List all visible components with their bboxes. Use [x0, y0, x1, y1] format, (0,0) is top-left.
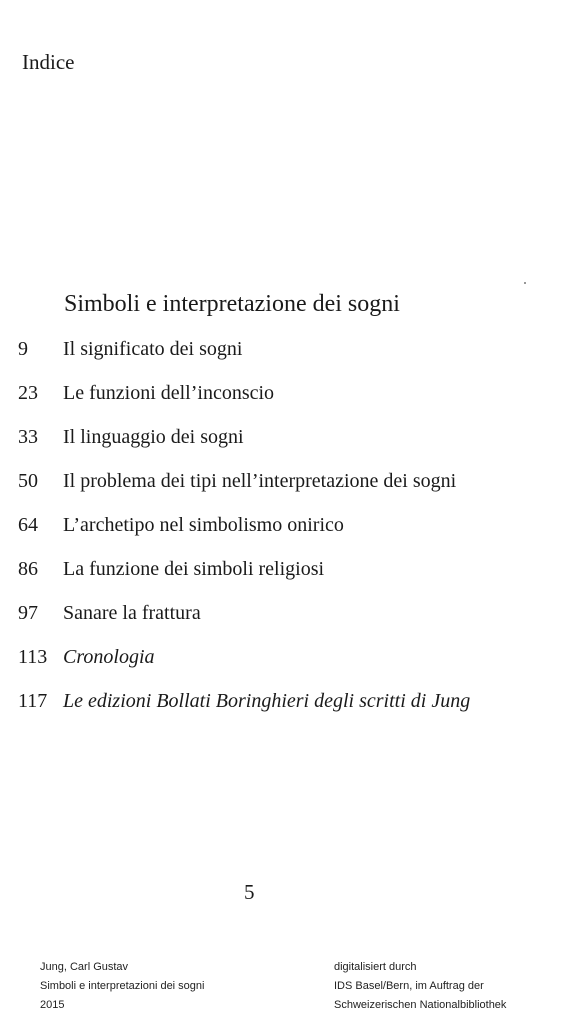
toc-entry[interactable]: [0, 514, 562, 544]
toc-title: Le edizioni Bollati Boringhieri degli scritti di Jung: [63, 690, 471, 712]
footer-institution: IDS Basel/Bern, im Auftrag der: [334, 980, 484, 992]
toc-page-number: 113: [18, 646, 48, 668]
toc-entry[interactable]: [0, 470, 562, 500]
footer-library: Schweizerischen Nationalbibliothek: [334, 999, 507, 1011]
toc-page-number: 9: [18, 338, 28, 360]
page-number: 5: [244, 880, 255, 904]
footer-book-title: Simboli e interpretazioni dei sogni: [40, 980, 205, 992]
toc-title: Il problema dei tipi nell’interpretazione dei sogni: [63, 470, 457, 492]
toc-title: L’archetipo nel simbolismo onirico: [63, 514, 344, 536]
section-title: Simboli e interpretazione dei sogni: [64, 291, 400, 317]
toc-entry[interactable]: [0, 690, 562, 720]
toc-entry[interactable]: [0, 646, 562, 676]
toc-title: Le funzioni dell’inconscio: [63, 382, 275, 404]
footer-bibliographic-info: [40, 958, 204, 1015]
toc-page-number: 97: [18, 602, 38, 624]
toc-entry[interactable]: [0, 338, 562, 368]
toc-page-number: 64: [18, 514, 38, 536]
toc-title: La funzione dei simboli religiosi: [63, 558, 325, 580]
toc-page-number: 33: [18, 426, 38, 448]
page-heading: Indice: [22, 50, 75, 74]
toc-page-number: 117: [18, 690, 48, 712]
toc-page-number: 23: [18, 382, 38, 404]
scan-speck: [524, 282, 526, 284]
toc-title: Il significato dei sogni: [63, 338, 243, 360]
toc-title: Sanare la frattura: [63, 602, 201, 624]
footer-author: Jung, Carl Gustav: [40, 961, 129, 973]
toc-entry[interactable]: [0, 602, 562, 632]
toc-entry[interactable]: [0, 426, 562, 456]
toc-page-number: 50: [18, 470, 38, 492]
toc-entry[interactable]: [0, 382, 562, 412]
toc-page-number: 86: [18, 558, 38, 580]
toc-title: Cronologia: [63, 646, 155, 668]
toc-entry[interactable]: [0, 558, 562, 588]
footer-year: 2015: [40, 999, 65, 1011]
footer-digitization-info: [334, 958, 506, 1015]
toc-title: Il linguaggio dei sogni: [63, 426, 244, 448]
footer-digitized-by: digitalisiert durch: [334, 961, 417, 973]
